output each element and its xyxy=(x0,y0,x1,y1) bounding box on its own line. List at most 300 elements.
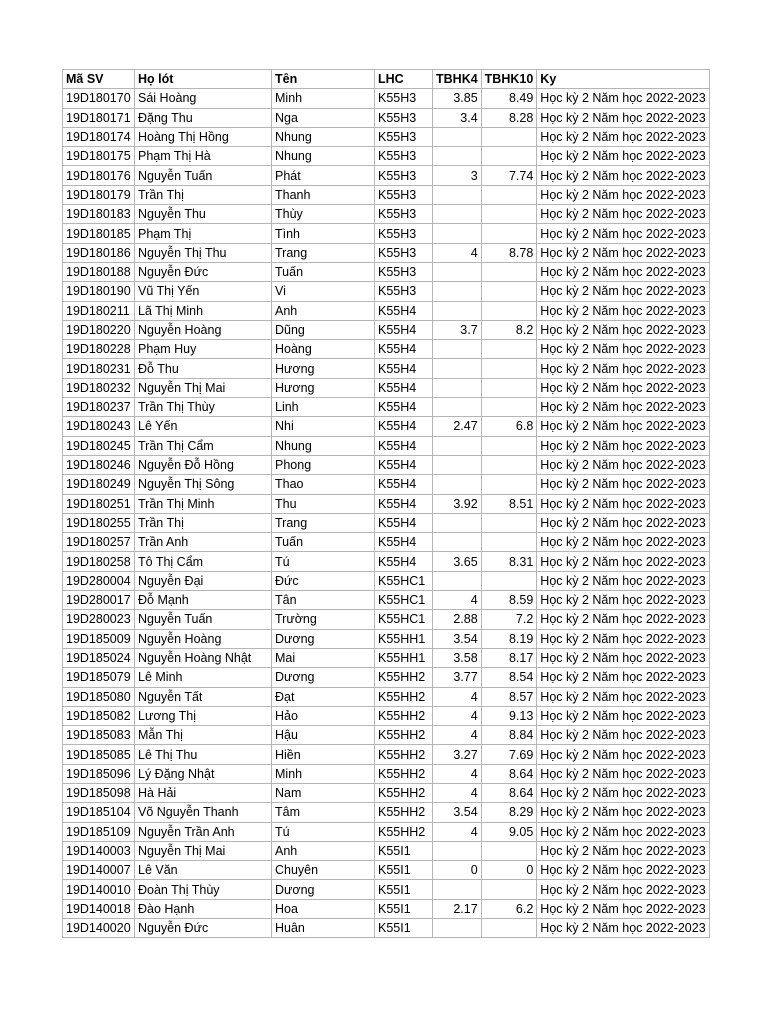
cell-student-id: 19D180243 xyxy=(63,417,135,436)
cell-class: K55H4 xyxy=(375,455,433,474)
cell-class: K55HH2 xyxy=(375,803,433,822)
cell-gpa10: 8.51 xyxy=(481,494,537,513)
cell-student-id: 19D140003 xyxy=(63,841,135,860)
cell-gpa4: 3.65 xyxy=(433,552,482,571)
cell-gpa10: 9.13 xyxy=(481,706,537,725)
cell-student-id: 19D185009 xyxy=(63,629,135,648)
cell-term: Học kỳ 2 Năm học 2022-2023 xyxy=(537,899,709,918)
header-gpa4: TBHK4 xyxy=(433,70,482,89)
cell-first-name: Linh xyxy=(272,398,375,417)
table-row xyxy=(63,919,710,938)
table-row xyxy=(63,301,710,320)
cell-first-name: Hoàng xyxy=(272,340,375,359)
cell-first-name: Dương xyxy=(272,668,375,687)
cell-class: K55H4 xyxy=(375,378,433,397)
cell-student-id: 19D185082 xyxy=(63,706,135,725)
cell-first-name: Nhung xyxy=(272,147,375,166)
cell-gpa10: 0 xyxy=(481,861,537,880)
cell-last-middle-name: Lương Thị xyxy=(135,706,272,725)
cell-term: Học kỳ 2 Năm học 2022-2023 xyxy=(537,571,709,590)
table-row xyxy=(63,359,710,378)
cell-class: K55HH2 xyxy=(375,687,433,706)
table-row xyxy=(63,166,710,185)
cell-class: K55H4 xyxy=(375,436,433,455)
cell-gpa4 xyxy=(433,205,482,224)
table-row xyxy=(63,706,710,725)
cell-term: Học kỳ 2 Năm học 2022-2023 xyxy=(537,147,709,166)
cell-gpa10: 6.2 xyxy=(481,899,537,918)
table-body xyxy=(63,89,710,938)
cell-gpa10: 8.54 xyxy=(481,668,537,687)
cell-last-middle-name: Tô Thị Cẩm xyxy=(135,552,272,571)
cell-first-name: Thu xyxy=(272,494,375,513)
cell-class: K55H3 xyxy=(375,262,433,281)
header-gpa10: TBHK10 xyxy=(481,70,537,89)
cell-term: Học kỳ 2 Năm học 2022-2023 xyxy=(537,783,709,802)
cell-class: K55H3 xyxy=(375,205,433,224)
cell-student-id: 19D180190 xyxy=(63,282,135,301)
cell-student-id: 19D280017 xyxy=(63,591,135,610)
cell-last-middle-name: Võ Nguyễn Thanh xyxy=(135,803,272,822)
table-row xyxy=(63,533,710,552)
cell-last-middle-name: Nguyễn Trần Anh xyxy=(135,822,272,841)
cell-class: K55HH1 xyxy=(375,648,433,667)
cell-first-name: Tâm xyxy=(272,803,375,822)
cell-first-name: Tú xyxy=(272,822,375,841)
cell-gpa10: 8.19 xyxy=(481,629,537,648)
cell-gpa10 xyxy=(481,880,537,899)
table-row xyxy=(63,340,710,359)
student-grades-table xyxy=(62,69,710,938)
cell-last-middle-name: Trần Thị Cẩm xyxy=(135,436,272,455)
cell-term: Học kỳ 2 Năm học 2022-2023 xyxy=(537,687,709,706)
cell-first-name: Thùy xyxy=(272,205,375,224)
cell-last-middle-name: Phạm Thị Hà xyxy=(135,147,272,166)
cell-gpa10: 8.84 xyxy=(481,726,537,745)
cell-gpa4: 3.4 xyxy=(433,108,482,127)
cell-class: K55H4 xyxy=(375,398,433,417)
table-row xyxy=(63,668,710,687)
cell-last-middle-name: Nguyễn Tuấn xyxy=(135,610,272,629)
cell-student-id: 19D180185 xyxy=(63,224,135,243)
cell-gpa10 xyxy=(481,127,537,146)
cell-last-middle-name: Lê Yến xyxy=(135,417,272,436)
cell-class: K55I1 xyxy=(375,861,433,880)
table-row xyxy=(63,513,710,532)
cell-last-middle-name: Lê Minh xyxy=(135,668,272,687)
cell-first-name: Nhi xyxy=(272,417,375,436)
cell-gpa10: 7.69 xyxy=(481,745,537,764)
cell-first-name: Dương xyxy=(272,880,375,899)
table-row xyxy=(63,687,710,706)
cell-term: Học kỳ 2 Năm học 2022-2023 xyxy=(537,861,709,880)
cell-last-middle-name: Trần Anh xyxy=(135,533,272,552)
cell-student-id: 19D280023 xyxy=(63,610,135,629)
cell-gpa4: 4 xyxy=(433,764,482,783)
cell-term: Học kỳ 2 Năm học 2022-2023 xyxy=(537,706,709,725)
cell-last-middle-name: Trần Thị Thùy xyxy=(135,398,272,417)
cell-first-name: Tuấn xyxy=(272,262,375,281)
cell-gpa4 xyxy=(433,147,482,166)
cell-gpa10 xyxy=(481,378,537,397)
cell-class: K55HH2 xyxy=(375,706,433,725)
cell-class: K55H3 xyxy=(375,224,433,243)
cell-first-name: Mai xyxy=(272,648,375,667)
cell-gpa10 xyxy=(481,147,537,166)
cell-class: K55H4 xyxy=(375,552,433,571)
cell-gpa10: 8.59 xyxy=(481,591,537,610)
cell-student-id: 19D185083 xyxy=(63,726,135,745)
cell-term: Học kỳ 2 Năm học 2022-2023 xyxy=(537,398,709,417)
cell-first-name: Tuấn xyxy=(272,533,375,552)
cell-gpa4: 3.85 xyxy=(433,89,482,108)
cell-term: Học kỳ 2 Năm học 2022-2023 xyxy=(537,803,709,822)
cell-term: Học kỳ 2 Năm học 2022-2023 xyxy=(537,726,709,745)
cell-first-name: Chuyên xyxy=(272,861,375,880)
cell-first-name: Trang xyxy=(272,513,375,532)
cell-term: Học kỳ 2 Năm học 2022-2023 xyxy=(537,436,709,455)
table-row xyxy=(63,764,710,783)
table-row xyxy=(63,899,710,918)
cell-class: K55I1 xyxy=(375,841,433,860)
cell-gpa4 xyxy=(433,378,482,397)
cell-class: K55H3 xyxy=(375,185,433,204)
cell-term: Học kỳ 2 Năm học 2022-2023 xyxy=(537,89,709,108)
cell-student-id: 19D180171 xyxy=(63,108,135,127)
cell-student-id: 19D180251 xyxy=(63,494,135,513)
cell-gpa10 xyxy=(481,841,537,860)
cell-class: K55HC1 xyxy=(375,591,433,610)
cell-first-name: Nam xyxy=(272,783,375,802)
cell-gpa4: 4 xyxy=(433,783,482,802)
header-class: LHC xyxy=(375,70,433,89)
cell-last-middle-name: Phạm Thị xyxy=(135,224,272,243)
cell-student-id: 19D180231 xyxy=(63,359,135,378)
cell-gpa10 xyxy=(481,398,537,417)
cell-gpa10 xyxy=(481,224,537,243)
cell-first-name: Đức xyxy=(272,571,375,590)
cell-last-middle-name: Đặng Thu xyxy=(135,108,272,127)
cell-last-middle-name: Lê Thị Thu xyxy=(135,745,272,764)
cell-gpa10: 8.64 xyxy=(481,783,537,802)
cell-term: Học kỳ 2 Năm học 2022-2023 xyxy=(537,185,709,204)
cell-gpa10 xyxy=(481,513,537,532)
cell-gpa10 xyxy=(481,455,537,474)
cell-gpa4 xyxy=(433,513,482,532)
cell-first-name: Minh xyxy=(272,764,375,783)
cell-student-id: 19D185085 xyxy=(63,745,135,764)
cell-student-id: 19D180246 xyxy=(63,455,135,474)
cell-student-id: 19D185109 xyxy=(63,822,135,841)
cell-term: Học kỳ 2 Năm học 2022-2023 xyxy=(537,417,709,436)
cell-first-name: Anh xyxy=(272,841,375,860)
cell-gpa4 xyxy=(433,359,482,378)
cell-class: K55H3 xyxy=(375,166,433,185)
cell-term: Học kỳ 2 Năm học 2022-2023 xyxy=(537,127,709,146)
cell-last-middle-name: Lã Thị Minh xyxy=(135,301,272,320)
cell-gpa10 xyxy=(481,185,537,204)
cell-last-middle-name: Trần Thị Minh xyxy=(135,494,272,513)
cell-gpa10 xyxy=(481,533,537,552)
cell-last-middle-name: Nguyễn Thu xyxy=(135,205,272,224)
cell-class: K55HH1 xyxy=(375,629,433,648)
cell-last-middle-name: Hà Hải xyxy=(135,783,272,802)
table-row xyxy=(63,861,710,880)
cell-term: Học kỳ 2 Năm học 2022-2023 xyxy=(537,919,709,938)
cell-term: Học kỳ 2 Năm học 2022-2023 xyxy=(537,455,709,474)
cell-gpa4: 3.7 xyxy=(433,320,482,339)
cell-first-name: Dũng xyxy=(272,320,375,339)
cell-student-id: 19D140020 xyxy=(63,919,135,938)
cell-last-middle-name: Lý Đặng Nhật xyxy=(135,764,272,783)
table-header xyxy=(63,70,710,89)
cell-term: Học kỳ 2 Năm học 2022-2023 xyxy=(537,243,709,262)
cell-last-middle-name: Nguyễn Đức xyxy=(135,919,272,938)
table-row xyxy=(63,320,710,339)
cell-gpa4: 4 xyxy=(433,687,482,706)
table-row xyxy=(63,417,710,436)
cell-gpa10: 8.17 xyxy=(481,648,537,667)
cell-term: Học kỳ 2 Năm học 2022-2023 xyxy=(537,108,709,127)
cell-gpa4: 2.47 xyxy=(433,417,482,436)
cell-gpa4 xyxy=(433,436,482,455)
cell-gpa4 xyxy=(433,262,482,281)
cell-gpa4: 4 xyxy=(433,591,482,610)
table-row xyxy=(63,803,710,822)
cell-student-id: 19D140010 xyxy=(63,880,135,899)
cell-first-name: Hiền xyxy=(272,745,375,764)
cell-gpa10 xyxy=(481,205,537,224)
cell-student-id: 19D180258 xyxy=(63,552,135,571)
table-row xyxy=(63,475,710,494)
cell-student-id: 19D180170 xyxy=(63,89,135,108)
cell-student-id: 19D180255 xyxy=(63,513,135,532)
table-row xyxy=(63,591,710,610)
cell-student-id: 19D180211 xyxy=(63,301,135,320)
cell-student-id: 19D180179 xyxy=(63,185,135,204)
cell-first-name: Hoa xyxy=(272,899,375,918)
cell-last-middle-name: Sái Hoàng xyxy=(135,89,272,108)
table-row xyxy=(63,552,710,571)
cell-class: K55H4 xyxy=(375,417,433,436)
cell-term: Học kỳ 2 Năm học 2022-2023 xyxy=(537,533,709,552)
cell-gpa10: 7.74 xyxy=(481,166,537,185)
table-row xyxy=(63,243,710,262)
cell-student-id: 19D140007 xyxy=(63,861,135,880)
cell-gpa4 xyxy=(433,224,482,243)
cell-term: Học kỳ 2 Năm học 2022-2023 xyxy=(537,745,709,764)
cell-last-middle-name: Nguyễn Thị Mai xyxy=(135,378,272,397)
cell-class: K55H3 xyxy=(375,243,433,262)
cell-last-middle-name: Nguyễn Thị Thu xyxy=(135,243,272,262)
cell-gpa10: 8.78 xyxy=(481,243,537,262)
cell-gpa10: 8.57 xyxy=(481,687,537,706)
cell-first-name: Hương xyxy=(272,359,375,378)
cell-gpa10 xyxy=(481,919,537,938)
cell-gpa10 xyxy=(481,301,537,320)
cell-last-middle-name: Nguyễn Tất xyxy=(135,687,272,706)
cell-term: Học kỳ 2 Năm học 2022-2023 xyxy=(537,359,709,378)
cell-gpa4 xyxy=(433,880,482,899)
table-row xyxy=(63,822,710,841)
table-row xyxy=(63,783,710,802)
header-first-name: Tên xyxy=(272,70,375,89)
cell-class: K55I1 xyxy=(375,899,433,918)
cell-student-id: 19D185104 xyxy=(63,803,135,822)
cell-term: Học kỳ 2 Năm học 2022-2023 xyxy=(537,513,709,532)
cell-term: Học kỳ 2 Năm học 2022-2023 xyxy=(537,224,709,243)
cell-last-middle-name: Nguyễn Hoàng Nhật xyxy=(135,648,272,667)
cell-gpa10: 8.28 xyxy=(481,108,537,127)
table-row xyxy=(63,494,710,513)
cell-student-id: 19D180228 xyxy=(63,340,135,359)
cell-term: Học kỳ 2 Năm học 2022-2023 xyxy=(537,822,709,841)
table-row xyxy=(63,89,710,108)
cell-class: K55HH2 xyxy=(375,764,433,783)
cell-class: K55HC1 xyxy=(375,571,433,590)
cell-class: K55HH2 xyxy=(375,668,433,687)
cell-term: Học kỳ 2 Năm học 2022-2023 xyxy=(537,668,709,687)
cell-term: Học kỳ 2 Năm học 2022-2023 xyxy=(537,648,709,667)
cell-first-name: Đạt xyxy=(272,687,375,706)
cell-gpa10 xyxy=(481,340,537,359)
cell-last-middle-name: Nguyễn Đại xyxy=(135,571,272,590)
cell-gpa10: 8.64 xyxy=(481,764,537,783)
cell-first-name: Phong xyxy=(272,455,375,474)
cell-class: K55H4 xyxy=(375,359,433,378)
cell-gpa4: 3 xyxy=(433,166,482,185)
header-term: Ky xyxy=(537,70,709,89)
cell-first-name: Tân xyxy=(272,591,375,610)
cell-first-name: Trang xyxy=(272,243,375,262)
cell-class: K55HH2 xyxy=(375,783,433,802)
cell-term: Học kỳ 2 Năm học 2022-2023 xyxy=(537,841,709,860)
cell-class: K55HH2 xyxy=(375,745,433,764)
cell-first-name: Thanh xyxy=(272,185,375,204)
cell-gpa4 xyxy=(433,185,482,204)
cell-last-middle-name: Nguyễn Hoàng xyxy=(135,629,272,648)
cell-student-id: 19D180186 xyxy=(63,243,135,262)
cell-first-name: Thao xyxy=(272,475,375,494)
cell-first-name: Minh xyxy=(272,89,375,108)
cell-gpa4 xyxy=(433,919,482,938)
cell-class: K55H4 xyxy=(375,513,433,532)
cell-term: Học kỳ 2 Năm học 2022-2023 xyxy=(537,610,709,629)
cell-class: K55H4 xyxy=(375,533,433,552)
cell-term: Học kỳ 2 Năm học 2022-2023 xyxy=(537,378,709,397)
cell-student-id: 19D185079 xyxy=(63,668,135,687)
cell-student-id: 19D180249 xyxy=(63,475,135,494)
cell-last-middle-name: Trần Thị xyxy=(135,185,272,204)
cell-gpa10: 8.29 xyxy=(481,803,537,822)
table-row xyxy=(63,185,710,204)
cell-gpa4 xyxy=(433,340,482,359)
cell-gpa4 xyxy=(433,127,482,146)
cell-class: K55H3 xyxy=(375,108,433,127)
cell-term: Học kỳ 2 Năm học 2022-2023 xyxy=(537,205,709,224)
cell-gpa4: 4 xyxy=(433,822,482,841)
table-row xyxy=(63,108,710,127)
cell-student-id: 19D180237 xyxy=(63,398,135,417)
cell-gpa4: 0 xyxy=(433,861,482,880)
cell-gpa10: 7.2 xyxy=(481,610,537,629)
cell-class: K55H4 xyxy=(375,494,433,513)
table-row xyxy=(63,880,710,899)
cell-term: Học kỳ 2 Năm học 2022-2023 xyxy=(537,629,709,648)
table-row xyxy=(63,378,710,397)
cell-gpa4 xyxy=(433,533,482,552)
cell-term: Học kỳ 2 Năm học 2022-2023 xyxy=(537,475,709,494)
table-row xyxy=(63,726,710,745)
cell-first-name: Hậu xyxy=(272,726,375,745)
cell-gpa10: 8.49 xyxy=(481,89,537,108)
table-row xyxy=(63,127,710,146)
cell-class: K55H4 xyxy=(375,301,433,320)
cell-term: Học kỳ 2 Năm học 2022-2023 xyxy=(537,764,709,783)
cell-class: K55HC1 xyxy=(375,610,433,629)
cell-class: K55H3 xyxy=(375,89,433,108)
cell-student-id: 19D185098 xyxy=(63,783,135,802)
table-row xyxy=(63,282,710,301)
cell-class: K55I1 xyxy=(375,919,433,938)
cell-class: K55HH2 xyxy=(375,822,433,841)
cell-last-middle-name: Đào Hạnh xyxy=(135,899,272,918)
cell-last-middle-name: Nguyễn Đức xyxy=(135,262,272,281)
cell-first-name: Hương xyxy=(272,378,375,397)
header-student-id: Mã SV xyxy=(63,70,135,89)
cell-term: Học kỳ 2 Năm học 2022-2023 xyxy=(537,494,709,513)
cell-gpa4: 3.92 xyxy=(433,494,482,513)
cell-first-name: Huân xyxy=(272,919,375,938)
cell-class: K55H4 xyxy=(375,475,433,494)
cell-student-id: 19D185080 xyxy=(63,687,135,706)
cell-student-id: 19D185096 xyxy=(63,764,135,783)
cell-term: Học kỳ 2 Năm học 2022-2023 xyxy=(537,301,709,320)
cell-last-middle-name: Nguyễn Thị Sông xyxy=(135,475,272,494)
cell-gpa4 xyxy=(433,475,482,494)
cell-last-middle-name: Trần Thị xyxy=(135,513,272,532)
cell-gpa10 xyxy=(481,359,537,378)
cell-last-middle-name: Đỗ Thu xyxy=(135,359,272,378)
cell-gpa10: 9.05 xyxy=(481,822,537,841)
cell-gpa10 xyxy=(481,475,537,494)
cell-first-name: Nhung xyxy=(272,436,375,455)
cell-gpa10 xyxy=(481,262,537,281)
header-last-middle-name: Họ lót xyxy=(135,70,272,89)
table-row xyxy=(63,205,710,224)
cell-class: K55H3 xyxy=(375,147,433,166)
cell-gpa4: 3.27 xyxy=(433,745,482,764)
cell-student-id: 19D280004 xyxy=(63,571,135,590)
cell-term: Học kỳ 2 Năm học 2022-2023 xyxy=(537,320,709,339)
header-row xyxy=(63,70,710,89)
cell-gpa10 xyxy=(481,282,537,301)
cell-class: K55H3 xyxy=(375,127,433,146)
table-row xyxy=(63,571,710,590)
cell-last-middle-name: Đoàn Thị Thùy xyxy=(135,880,272,899)
cell-last-middle-name: Vũ Thị Yến xyxy=(135,282,272,301)
cell-gpa10: 8.2 xyxy=(481,320,537,339)
cell-gpa4: 2.17 xyxy=(433,899,482,918)
cell-term: Học kỳ 2 Năm học 2022-2023 xyxy=(537,340,709,359)
cell-class: K55HH2 xyxy=(375,726,433,745)
cell-first-name: Tú xyxy=(272,552,375,571)
cell-last-middle-name: Phạm Huy xyxy=(135,340,272,359)
cell-first-name: Trường xyxy=(272,610,375,629)
cell-last-middle-name: Đỗ Mạnh xyxy=(135,591,272,610)
cell-last-middle-name: Nguyễn Hoàng xyxy=(135,320,272,339)
table-row xyxy=(63,610,710,629)
